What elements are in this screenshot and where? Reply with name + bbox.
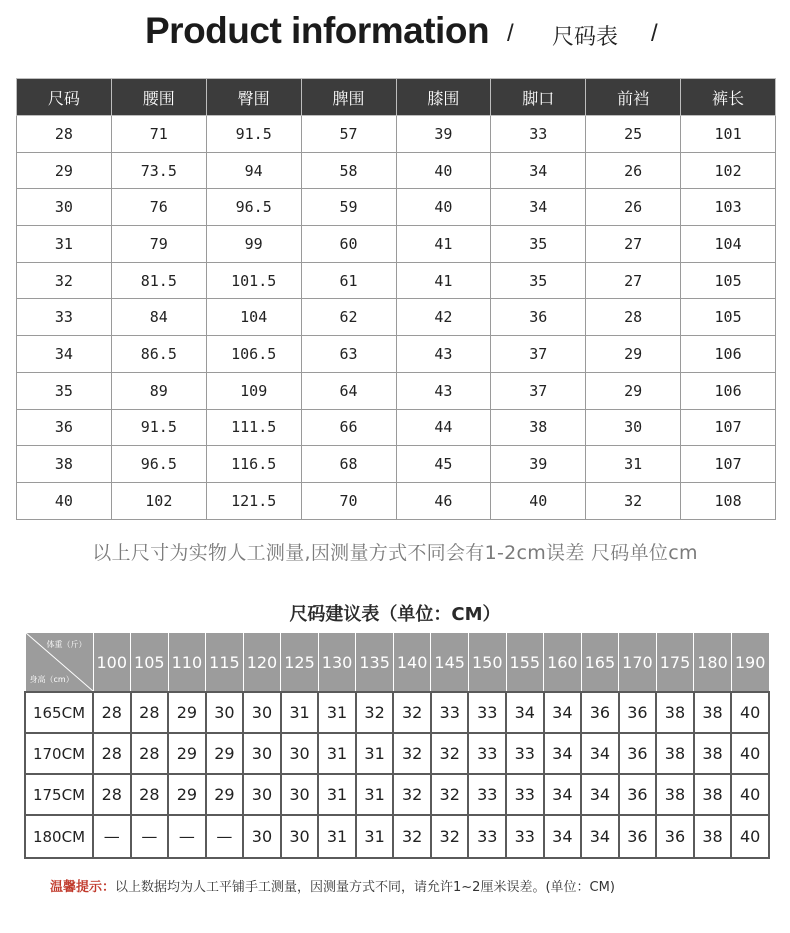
table-cell: 30 (243, 815, 281, 858)
size-column-header: 脾围 (301, 79, 396, 116)
weight-column-header: 110 (168, 633, 206, 693)
table-cell: 34 (544, 733, 582, 774)
table-cell: 32 (393, 774, 431, 815)
table-cell: 36 (491, 299, 586, 336)
weight-column-header: 160 (544, 633, 582, 693)
weight-axis-label: 体重（斤） (46, 640, 87, 649)
size-column-header: 裤长 (681, 79, 776, 116)
table-cell: 41 (396, 226, 491, 263)
table-cell: 31 (17, 226, 112, 263)
size-column-header: 腰围 (111, 79, 206, 116)
table-cell: 34 (544, 692, 582, 733)
table-cell: 36 (619, 774, 657, 815)
table-cell: 31 (318, 815, 356, 858)
table-cell: 28 (17, 116, 112, 153)
table-cell: 34 (581, 774, 619, 815)
table-cell: 40 (731, 692, 769, 733)
table-cell: 35 (17, 372, 112, 409)
tip-label: 温馨提示： (50, 880, 116, 895)
table-row (17, 226, 776, 263)
table-cell: 32 (17, 262, 112, 299)
table-cell: 31 (356, 733, 394, 774)
table-row (25, 733, 769, 774)
table-cell: 39 (396, 116, 491, 153)
page-header (0, 0, 790, 64)
table-cell: 36 (619, 815, 657, 858)
table-cell: 26 (586, 152, 681, 189)
table-cell: 33 (431, 692, 469, 733)
table-cell: 64 (301, 372, 396, 409)
table-cell: 71 (111, 116, 206, 153)
table-cell: 34 (581, 733, 619, 774)
weight-column-header: 180 (694, 633, 732, 693)
table-cell: 28 (586, 299, 681, 336)
table-cell: 81.5 (111, 262, 206, 299)
table-cell: 28 (131, 692, 169, 733)
table-cell: 25 (586, 116, 681, 153)
table-cell: 76 (111, 189, 206, 226)
size-column-header: 臀围 (206, 79, 301, 116)
table-cell: 107 (681, 409, 776, 446)
table-cell: 28 (131, 733, 169, 774)
table-cell: 38 (491, 409, 586, 446)
size-chart-header-row (17, 79, 776, 116)
table-cell: 33 (468, 774, 506, 815)
table-cell: 108 (681, 482, 776, 519)
table-cell: 57 (301, 116, 396, 153)
weight-column-header: 150 (468, 633, 506, 693)
title-separator-right: / (651, 20, 658, 47)
table-cell: 84 (111, 299, 206, 336)
weight-column-header: 120 (243, 633, 281, 693)
table-cell: — (206, 815, 244, 858)
table-cell: 106 (681, 336, 776, 373)
suggestion-header-row (25, 633, 769, 693)
table-row (17, 189, 776, 226)
table-cell: 35 (491, 226, 586, 263)
table-cell: 105 (681, 299, 776, 336)
table-cell: 29 (206, 733, 244, 774)
table-cell: 32 (393, 692, 431, 733)
table-cell: 63 (301, 336, 396, 373)
table-row (17, 482, 776, 519)
table-cell: 28 (131, 774, 169, 815)
table-cell: 61 (301, 262, 396, 299)
table-cell: 33 (491, 116, 586, 153)
page-subtitle: 尺码表 (552, 25, 619, 50)
table-cell: 45 (396, 446, 491, 483)
size-chart-body (17, 116, 776, 520)
table-cell: 96.5 (206, 189, 301, 226)
table-cell: 32 (393, 815, 431, 858)
table-cell: 36 (656, 815, 694, 858)
table-cell: 91.5 (111, 409, 206, 446)
weight-column-header: 165 (581, 633, 619, 693)
weight-column-header: 140 (393, 633, 431, 693)
table-cell: 66 (301, 409, 396, 446)
height-cell: 175CM (25, 774, 93, 815)
table-cell: 89 (111, 372, 206, 409)
table-cell: 33 (468, 692, 506, 733)
table-cell: 33 (506, 815, 544, 858)
table-cell: 30 (243, 733, 281, 774)
table-cell: 29 (17, 152, 112, 189)
table-cell: 44 (396, 409, 491, 446)
table-cell: 40 (396, 189, 491, 226)
table-row (17, 152, 776, 189)
table-cell: 29 (586, 372, 681, 409)
table-cell: 34 (491, 189, 586, 226)
suggestion-title: 尺码建议表（单位：CM） (289, 604, 501, 625)
table-cell: 62 (301, 299, 396, 336)
table-cell: 34 (491, 152, 586, 189)
table-cell: 38 (656, 733, 694, 774)
table-cell: 58 (301, 152, 396, 189)
table-cell: 32 (393, 733, 431, 774)
table-cell: 30 (281, 733, 319, 774)
table-cell: 37 (491, 336, 586, 373)
table-cell: 32 (431, 774, 469, 815)
weight-column-header: 190 (731, 633, 769, 693)
table-cell: 36 (581, 692, 619, 733)
table-cell: 33 (506, 733, 544, 774)
table-cell: 31 (586, 446, 681, 483)
table-cell: 40 (17, 482, 112, 519)
table-cell: 38 (17, 446, 112, 483)
table-cell: 43 (396, 372, 491, 409)
table-cell: 103 (681, 189, 776, 226)
table-cell: 28 (93, 774, 131, 815)
table-cell: 33 (468, 815, 506, 858)
table-cell: — (131, 815, 169, 858)
table-cell: 116.5 (206, 446, 301, 483)
table-cell: 99 (206, 226, 301, 263)
suggestion-body (25, 692, 769, 858)
table-cell: 36 (619, 733, 657, 774)
table-cell: 91.5 (206, 116, 301, 153)
table-cell: 31 (318, 733, 356, 774)
table-cell: 36 (619, 692, 657, 733)
table-row (17, 372, 776, 409)
table-cell: 101.5 (206, 262, 301, 299)
table-cell: 111.5 (206, 409, 301, 446)
table-cell: 107 (681, 446, 776, 483)
size-column-header: 膝围 (396, 79, 491, 116)
table-cell: 40 (731, 774, 769, 815)
table-cell: 28 (93, 692, 131, 733)
table-cell: 33 (506, 774, 544, 815)
table-cell: 39 (491, 446, 586, 483)
table-cell: 70 (301, 482, 396, 519)
table-cell: 68 (301, 446, 396, 483)
table-cell: 79 (111, 226, 206, 263)
page-title: Product information (145, 10, 490, 51)
table-cell: 30 (243, 774, 281, 815)
size-column-header: 前裆 (586, 79, 681, 116)
table-cell: 29 (586, 336, 681, 373)
tip-text: 以上数据均为人工平铺手工测量，因测量方式不同，请允许1~2厘米误差。(单位：CM) (115, 880, 615, 895)
table-cell: 94 (206, 152, 301, 189)
weight-column-header: 125 (281, 633, 319, 693)
table-cell: 42 (396, 299, 491, 336)
table-cell: 30 (243, 692, 281, 733)
size-chart-table (16, 78, 776, 520)
table-cell: 38 (694, 774, 732, 815)
height-cell: 170CM (25, 733, 93, 774)
weight-column-header: 155 (506, 633, 544, 693)
table-cell: 29 (168, 774, 206, 815)
table-cell: 38 (656, 692, 694, 733)
table-cell: 30 (586, 409, 681, 446)
table-cell: 38 (694, 815, 732, 858)
table-row (25, 774, 769, 815)
table-cell: 27 (586, 226, 681, 263)
table-row (25, 815, 769, 858)
title-separator-left: / (507, 20, 514, 47)
table-cell: 32 (586, 482, 681, 519)
table-cell: 31 (318, 692, 356, 733)
table-cell: 43 (396, 336, 491, 373)
table-cell: 102 (111, 482, 206, 519)
table-cell: 33 (17, 299, 112, 336)
table-cell: 32 (431, 733, 469, 774)
weight-column-header: 135 (356, 633, 394, 693)
table-row (17, 116, 776, 153)
table-cell: 32 (356, 692, 394, 733)
table-cell: 34 (17, 336, 112, 373)
weight-column-header: 100 (93, 633, 131, 693)
table-cell: 33 (468, 733, 506, 774)
size-column-header: 脚口 (491, 79, 586, 116)
table-cell: 41 (396, 262, 491, 299)
table-row (25, 692, 769, 733)
table-cell: 29 (168, 692, 206, 733)
table-cell: 34 (581, 815, 619, 858)
table-cell: 46 (396, 482, 491, 519)
table-cell: 106 (681, 372, 776, 409)
weight-column-header: 130 (318, 633, 356, 693)
table-cell: 104 (206, 299, 301, 336)
table-cell: 32 (431, 815, 469, 858)
table-cell: 29 (168, 733, 206, 774)
weight-column-header: 175 (656, 633, 694, 693)
weight-column-header: 145 (431, 633, 469, 693)
warm-tip (50, 876, 615, 895)
table-cell: 38 (694, 733, 732, 774)
weight-column-header: 170 (619, 633, 657, 693)
table-cell: 40 (731, 815, 769, 858)
table-cell: 101 (681, 116, 776, 153)
weight-column-header: 115 (206, 633, 244, 693)
corner-header-cell (25, 633, 93, 693)
table-row (17, 409, 776, 446)
table-cell: 35 (491, 262, 586, 299)
table-cell: — (168, 815, 206, 858)
table-cell: 40 (491, 482, 586, 519)
table-cell: 30 (17, 189, 112, 226)
table-row (17, 446, 776, 483)
table-cell: 38 (694, 692, 732, 733)
size-column-header: 尺码 (17, 79, 112, 116)
height-cell: 165CM (25, 692, 93, 733)
table-cell: 59 (301, 189, 396, 226)
table-cell: — (93, 815, 131, 858)
table-cell: 34 (544, 774, 582, 815)
table-cell: 38 (656, 774, 694, 815)
size-suggestion-table (24, 632, 770, 859)
table-cell: 30 (206, 692, 244, 733)
table-cell: 73.5 (111, 152, 206, 189)
height-axis-label: 身高（cm） (29, 675, 74, 684)
table-cell: 105 (681, 262, 776, 299)
height-cell: 180CM (25, 815, 93, 858)
table-row (17, 336, 776, 373)
table-row (17, 262, 776, 299)
table-cell: 29 (206, 774, 244, 815)
table-cell: 37 (491, 372, 586, 409)
measurement-note: 以上尺寸为实物人工测量,因测量方式不同会有1-2cm误差 尺码单位cm (92, 542, 698, 564)
table-cell: 30 (281, 815, 319, 858)
table-cell: 31 (318, 774, 356, 815)
table-cell: 40 (731, 733, 769, 774)
table-cell: 26 (586, 189, 681, 226)
table-cell: 34 (544, 815, 582, 858)
table-row (17, 299, 776, 336)
table-cell: 30 (281, 774, 319, 815)
table-cell: 121.5 (206, 482, 301, 519)
table-cell: 104 (681, 226, 776, 263)
table-cell: 36 (17, 409, 112, 446)
table-cell: 102 (681, 152, 776, 189)
table-cell: 40 (396, 152, 491, 189)
table-cell: 34 (506, 692, 544, 733)
table-cell: 31 (356, 774, 394, 815)
table-cell: 28 (93, 733, 131, 774)
table-cell: 106.5 (206, 336, 301, 373)
table-cell: 60 (301, 226, 396, 263)
table-cell: 31 (356, 815, 394, 858)
table-cell: 96.5 (111, 446, 206, 483)
table-cell: 86.5 (111, 336, 206, 373)
table-cell: 109 (206, 372, 301, 409)
weight-column-header: 105 (131, 633, 169, 693)
table-cell: 27 (586, 262, 681, 299)
table-cell: 31 (281, 692, 319, 733)
